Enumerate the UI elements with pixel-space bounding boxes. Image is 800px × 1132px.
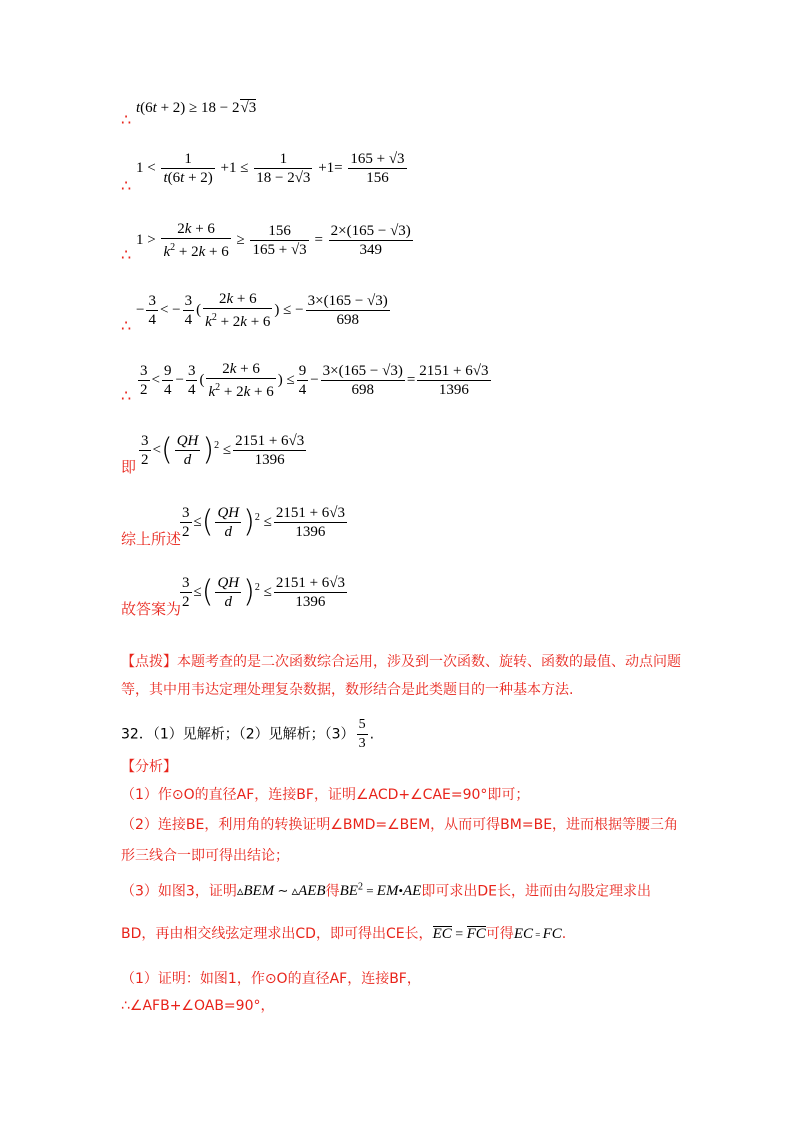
fenxi-item3b-pre: BD，再由相交线弦定理求出CD，即可得出CE长，: [121, 926, 433, 942]
fenxi-item1: （1）作⊙O的直径AF，连接BF，证明∠ACD+∠CAE=90°即可；: [121, 787, 530, 803]
therefore-symbol: ∴: [121, 176, 132, 195]
therefore-symbol: ∴: [121, 386, 132, 405]
q32-answer: （1）见解析；（2）见解析；（3）: [152, 726, 355, 743]
dianbo-tag: 【点拨】: [121, 654, 177, 670]
fenxi-item3b-mid: 可得: [485, 926, 514, 942]
q32-line: [121, 716, 681, 753]
fenxi-item3a-post: 即可求出DE长，进而由勾股定理求出: [421, 883, 651, 900]
inequality-4: − $\frac{3}{4}$ < − $\frac{3}{4}$ ( $\frac{2k + 6}{k^2 + 2k + 6}$ ) ≤ − $\frac{3\times(165 - √3)}{698}$: [136, 291, 388, 330]
fenxi-tag: 【分析】: [121, 759, 177, 775]
fenxi-item2a: （2）连接BE，利用角的转换证明∠BMD=∠BEM，从而可得BM=BE，进而根据等腰三角: [121, 817, 679, 833]
fenxi-item3a-mid: 得: [325, 883, 340, 900]
fenxi-item3b: BD，再由相交线弦定理求出CD，即可得出CE长，EC = FC可得EC = FC.: [121, 926, 567, 942]
fenxi-item2b: 形三线合一即可得出结论；: [121, 848, 289, 864]
therefore-symbol: ∴: [121, 110, 132, 129]
fenxi-item3a-pre: （3）如图3，证明: [121, 883, 237, 900]
ji-label: 即: [121, 458, 137, 476]
inequality-2: 1 < $\frac{1}{t(6t + 2)}$ +1 ≤ $\frac{1}{18 - 2√3}$ +1= $\frac{165 + √3}{156}$: [136, 151, 405, 186]
solution-line1: （1）证明：如图1，作⊙O的直径AF，连接BF，: [121, 971, 421, 987]
q32-frac-num: 5: [357, 716, 368, 735]
fenxi-item3a: （3）如图3，证明▵BEM ∼ ▵AEB得$BE^2$ = EM•AE即可求出DE长，进而由勾股定理求出: [121, 882, 651, 900]
inequality-6: $\frac{3}{2}$ <( $\frac{QH}{d}$ )$^2$ ≤ $\frac{2151 + 6√3}{1396}$: [141, 432, 305, 468]
inequality-7: $\frac{3}{2}$ ≤( $\frac{QH}{d}$ )$^2$ ≤ $\frac{2151 + 6√3}{1396}$: [182, 504, 346, 540]
inequality-8: $\frac{3}{2}$ ≤( $\frac{QH}{d}$ )$^2$ ≤ $\frac{2151 + 6√3}{1396}$: [182, 574, 346, 610]
q32-number: 32．: [121, 726, 153, 743]
zongshang-label: 综上所述: [121, 530, 182, 548]
inequality-5: $\frac{3}{2}$ < $\frac{9}{4}$ − $\frac{3}{4}$ ( $\frac{2k + 6}{k^2 + 2k + 6}$ ) ≤ $\frac{9}{4}$ − $\frac{3\times(165 - √3)}{698}$ = $\frac{2151 + 6√3}{1396}$: [140, 361, 489, 400]
fenxi-item3b-end: .: [561, 926, 567, 942]
guda-label: 故答案为: [121, 600, 182, 618]
solution-line2: ∴∠AFB+∠OAB=90°，: [121, 998, 275, 1014]
q32-end: .: [369, 726, 375, 743]
therefore-symbol: ∴: [121, 245, 132, 264]
inequality-3: 1 > $\frac{2k + 6}{k^2 + 2k + 6}$ ≥ $\frac{156}{165 + √3}$ = $\frac{2\times(165 - √3)}{349}$: [136, 221, 411, 260]
dianbo-paragraph: [121, 648, 681, 704]
inequality-1: t(6t + 2) ≥ 18 − 2√3: [136, 100, 257, 116]
therefore-symbol: ∴: [121, 316, 132, 335]
dianbo-text: 本题考查的是二次函数综合运用，涉及到一次函数、旋转、函数的最值、动点问题等，其中用韦达定理处理复杂数据，数形结合是此类题目的一种基本方法.: [121, 654, 681, 698]
q32-frac-den: 3: [358, 736, 366, 751]
